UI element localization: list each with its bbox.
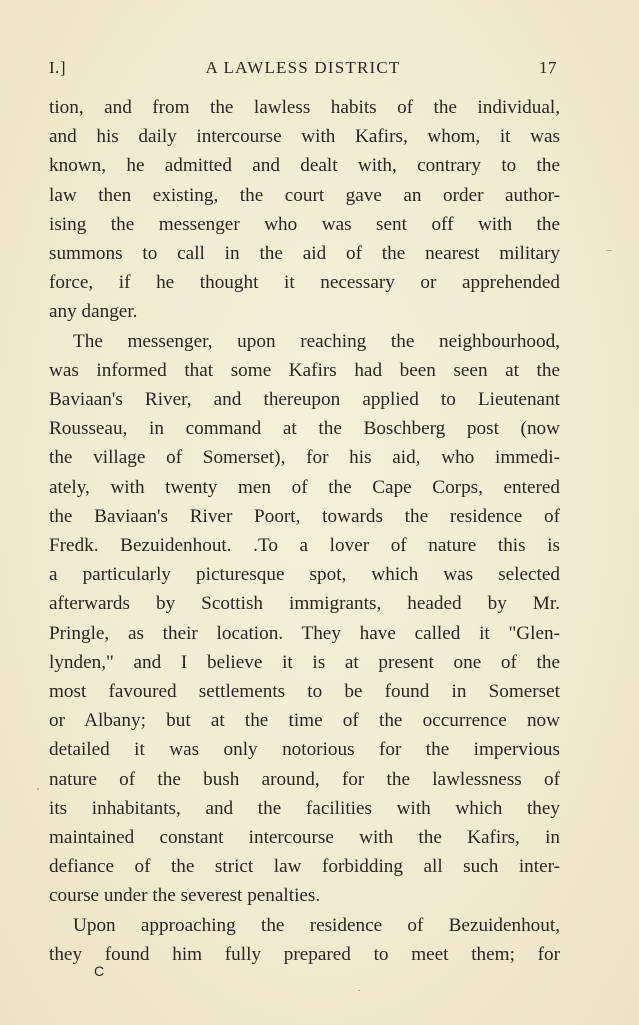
running-title: A LAWLESS DISTRICT xyxy=(205,58,401,77)
running-head xyxy=(49,58,557,82)
text-line: its inhabitants, and the facilities with which they xyxy=(49,797,560,819)
signature-mark: C xyxy=(94,963,105,979)
text-line: lynden," and I believe it is at present one of the xyxy=(49,651,560,673)
paragraph-first-line: The messenger, upon reaching the neighbourhood, xyxy=(73,330,560,352)
text-line: defiance of the strict law forbidding all such inter- xyxy=(49,856,560,878)
text-line: summons to call in the aid of the nearest military xyxy=(49,243,560,265)
text-line: Baviaan's River, and thereupon applied to Lieutenant xyxy=(49,389,560,411)
text-line: and his daily intercourse with Kafirs, whom, it was xyxy=(49,126,560,148)
text-line: any danger. xyxy=(49,301,138,323)
margin-mark xyxy=(606,250,612,251)
text-line: afterwards by Scottish immigrants, headed by Mr. xyxy=(49,593,560,615)
text-line: Pringle, as their location. They have called it "Glen- xyxy=(49,622,560,644)
text-line: law then existing, the court gave an order author- xyxy=(49,184,560,206)
text-line: a particularly picturesque spot, which was selected xyxy=(49,564,560,586)
text-line: the Baviaan's River Poort, towards the residence of xyxy=(49,505,560,527)
text-line: they found him fully prepared to meet them; for xyxy=(49,943,560,965)
paragraph-first-line: Upon approaching the residence of Bezuidenhout, xyxy=(73,914,560,936)
text-line: detailed it was only notorious for the impervious xyxy=(49,739,560,761)
margin-speck xyxy=(37,788,39,790)
text-line: ising the messenger who was sent off with the xyxy=(49,213,560,235)
text-line: ately, with twenty men of the Cape Corps, entered xyxy=(49,476,560,498)
page-number: 17 xyxy=(539,58,557,77)
text-line: or Albany; but at the time of the occurrence now xyxy=(49,710,560,732)
text-line: tion, and from the lawless habits of the individual, xyxy=(49,97,560,118)
body-text xyxy=(49,93,560,969)
text-line: most favoured settlements to be found in Somerset xyxy=(49,681,560,703)
paper-speck xyxy=(358,990,360,991)
text-line: maintained constant intercourse with the Kafirs, in xyxy=(49,827,560,849)
text-line: Rousseau, in command at the Boschberg post (now xyxy=(49,418,560,440)
text-line: force, if he thought it necessary or apprehended xyxy=(49,272,560,294)
text-line: was informed that some Kafirs had been seen at the xyxy=(49,359,560,381)
text-line: nature of the bush around, for the lawlessness of xyxy=(49,768,560,790)
text-line: the village of Somerset), for his aid, who immedi- xyxy=(49,447,560,469)
chapter-number: I.] xyxy=(49,58,67,77)
text-line: Fredk. Bezuidenhout. .To a lover of nature this is xyxy=(49,535,560,557)
text-line: known, he admitted and dealt with, contrary to the xyxy=(49,155,560,177)
text-line: course under the severest penalties. xyxy=(49,885,321,907)
